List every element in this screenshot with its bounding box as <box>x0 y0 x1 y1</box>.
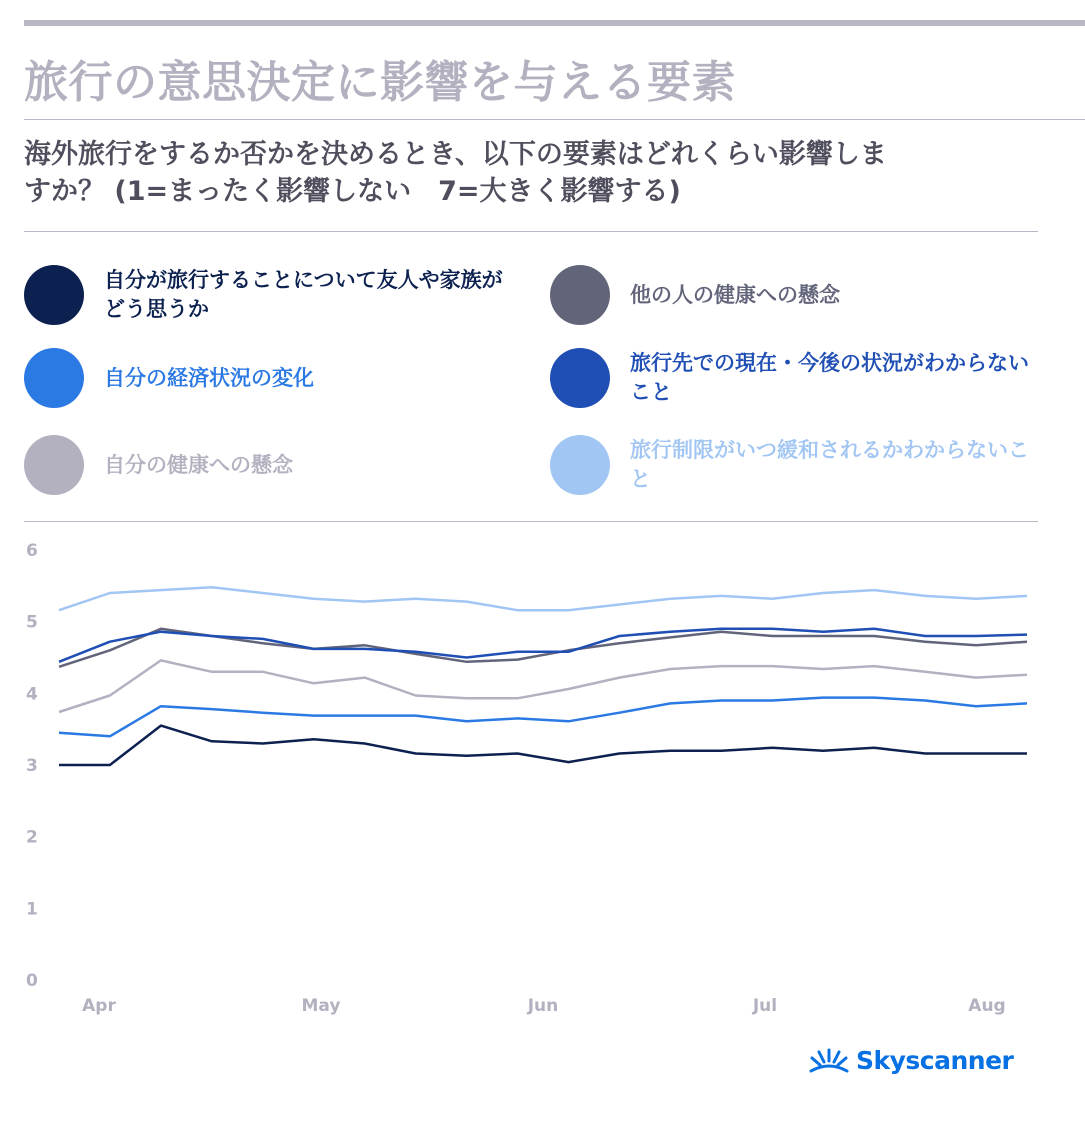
legend-swatch <box>24 265 84 325</box>
legend-swatch <box>550 348 610 408</box>
legend-item-economic-change <box>24 348 504 408</box>
chart-subtitle: 海外旅行をするか否かを決めるとき、以下の要素はどれくらい影響しますか？ (1=まったく影響しない 7=大きく影響する) <box>24 139 887 207</box>
series-line-4 <box>59 660 1027 712</box>
legend-swatch <box>550 265 610 325</box>
chart-title: 旅行の意思決定に影響を与える要素 <box>24 57 736 108</box>
legend-swatch <box>24 348 84 408</box>
legend-label: 自分の経済状況の変化 <box>104 365 314 390</box>
x-tick-label: Aug <box>968 996 1006 1016</box>
brand-logo <box>808 1046 1013 1075</box>
x-tick-label: May <box>301 996 341 1016</box>
series-line-0 <box>59 726 1027 765</box>
legend-swatch <box>24 435 84 495</box>
x-tick-label: Jun <box>527 996 559 1016</box>
legend-divider <box>24 521 1038 522</box>
line-chart <box>0 530 1085 1030</box>
legend-label: 自分の健康への懸念 <box>104 452 293 477</box>
legend-item-friends-family <box>24 265 504 325</box>
y-tick-label: 3 <box>26 756 38 776</box>
legend-item-others-health <box>550 265 1030 325</box>
sunburst-logo-icon <box>808 1047 850 1075</box>
legend-item-own-health <box>24 435 504 495</box>
top-rule <box>24 20 1085 26</box>
y-tick-label: 1 <box>26 899 38 920</box>
legend-swatch <box>550 435 610 495</box>
y-tick-label: 6 <box>26 541 38 561</box>
legend-label: 旅行制限がいつ緩和されるかわからないこと <box>630 438 1029 491</box>
series-line-2 <box>59 698 1027 737</box>
legend-label: 旅行先での現在・今後の状況がわからないこと <box>630 351 1029 404</box>
series-line-5 <box>59 587 1027 610</box>
subtitle-divider <box>24 231 1038 232</box>
legend-item-restriction-uncertainty <box>550 435 1030 495</box>
y-tick-label: 5 <box>26 612 38 633</box>
y-tick-label: 0 <box>26 971 38 991</box>
legend-item-destination-uncertainty <box>550 348 1030 408</box>
y-tick-label: 4 <box>26 684 38 705</box>
x-tick-label: Apr <box>82 996 116 1016</box>
legend-label: 自分が旅行することについて友人や家族がどう思うか <box>104 268 503 321</box>
title-divider <box>24 119 1085 120</box>
brand-name: Skyscanner <box>856 1046 1014 1075</box>
x-tick-label: Jul <box>752 996 778 1016</box>
legend-label: 他の人の健康への懸念 <box>630 282 840 307</box>
y-tick-label: 2 <box>26 827 38 848</box>
